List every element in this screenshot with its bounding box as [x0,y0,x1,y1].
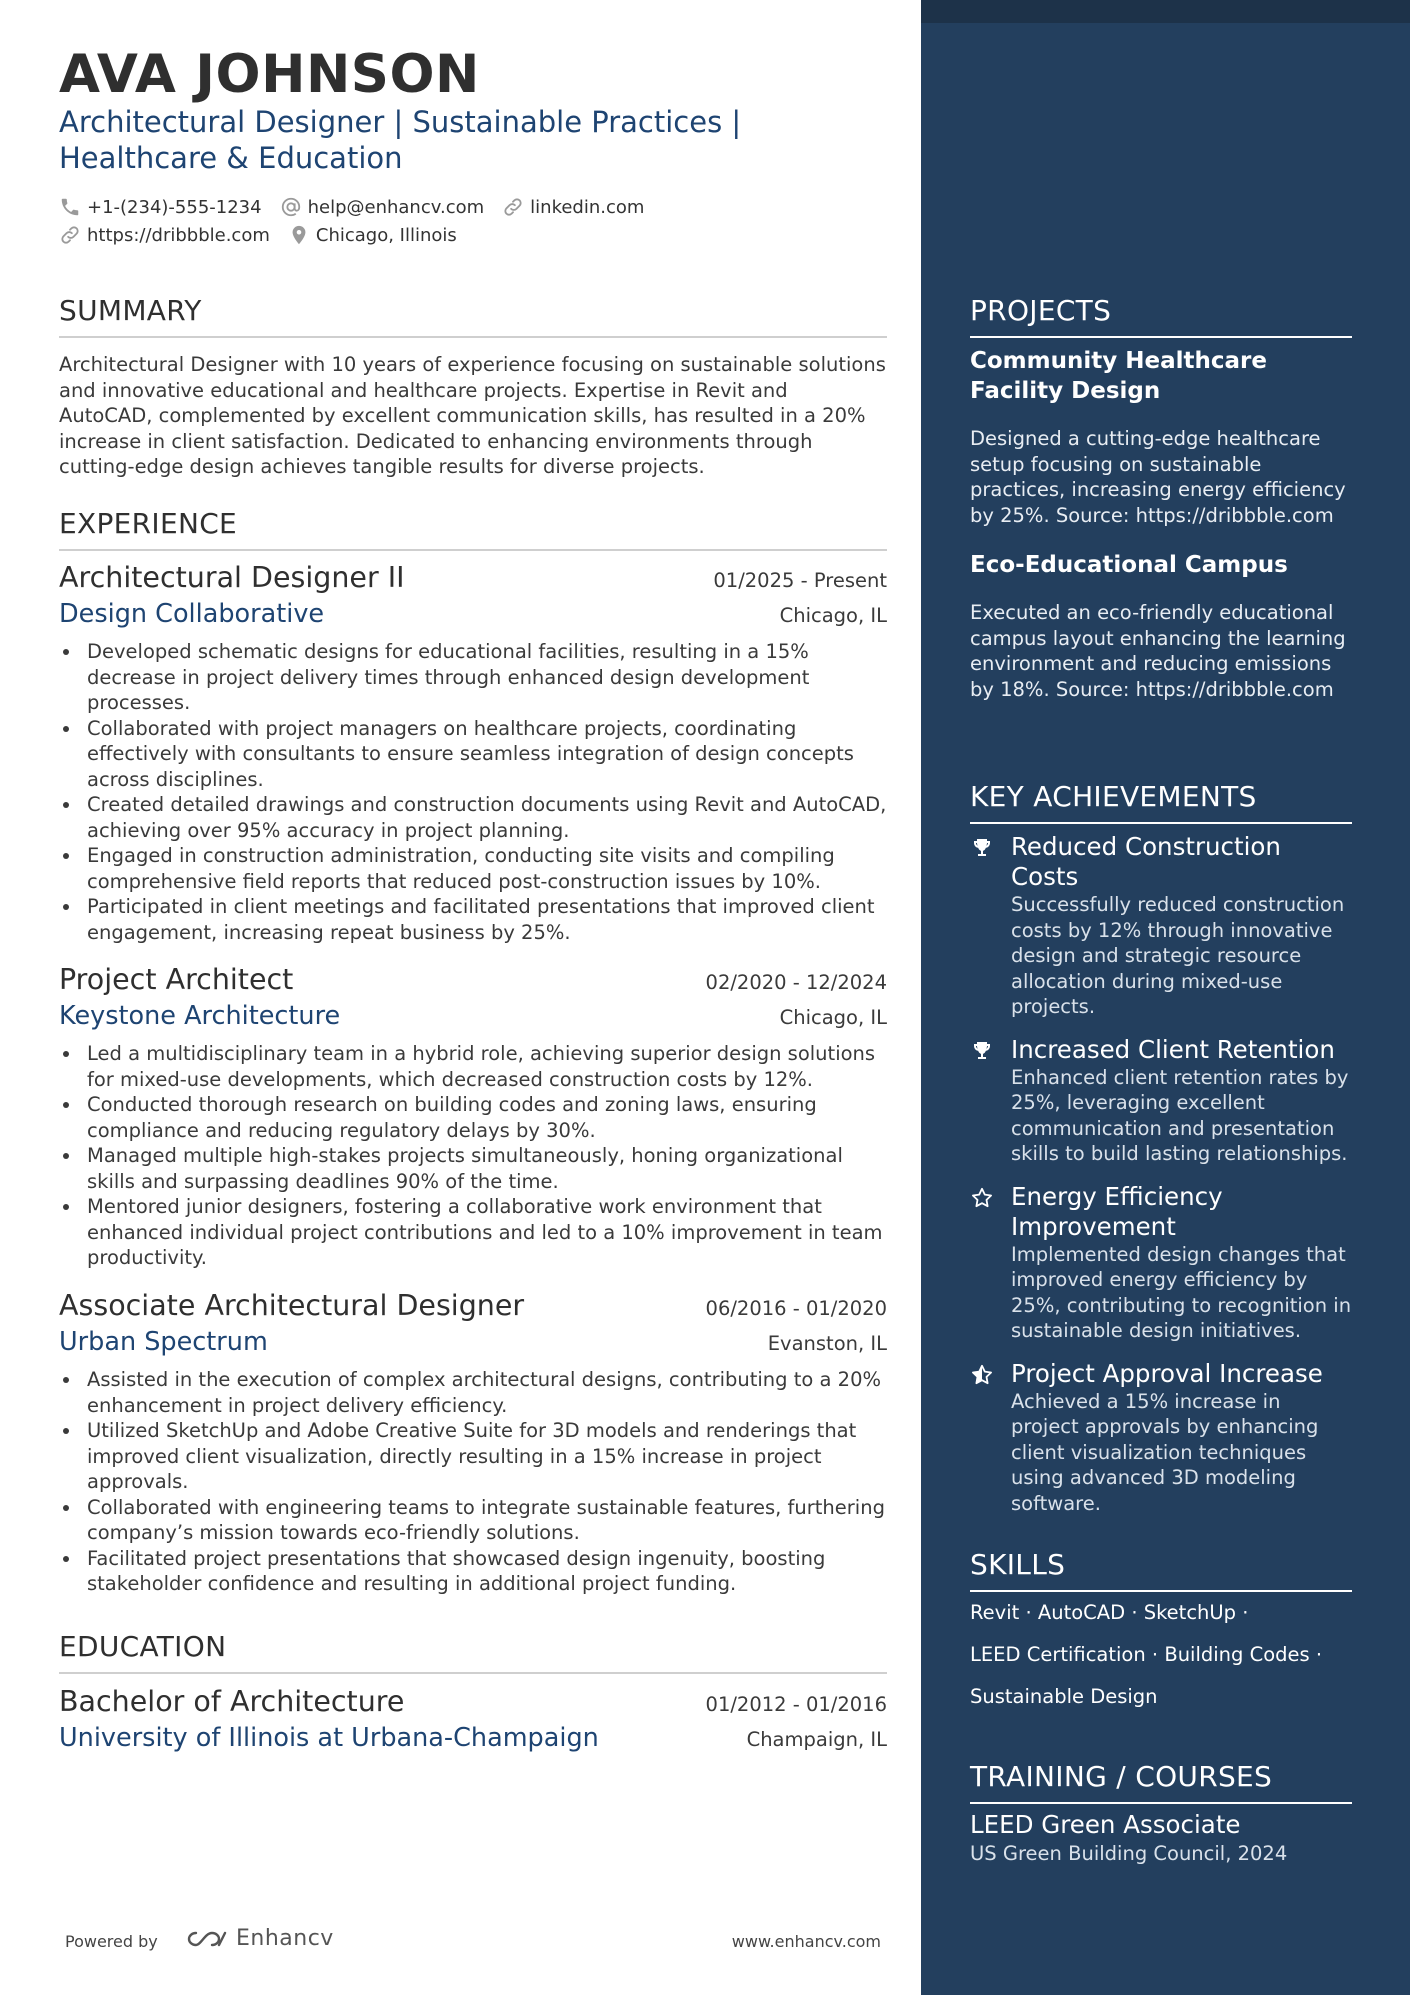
footer [59,1924,887,1964]
skills-list [970,1592,1352,1718]
achievements-section [970,780,1352,1516]
summary-text: Architectural Designer with 10 years of experience focusing on sustainable solutions and innovative educational and healthcare projects. Expertise in Revit and AutoCAD, complemented by excellent communication skills, has resulted in a 20% increase in client satisfaction. Dedicated to enhancing environments through cutting-edge design achieves tangible results for diverse projects. [59,353,886,478]
powered-by-label: Powered by [65,1932,158,1951]
brand-name: Enhancv [236,1926,334,1951]
phone-text: +1-(234)-555-1234 [87,196,262,218]
job-title: Architectural Designer II [59,561,405,594]
project-title: Community Healthcare Facility Design [970,348,1267,404]
training-section [970,1760,1352,1868]
bullet-item: Collaborated with project managers on healthcare projects, coordinating effectively with consultants to ensure seamless integration of design concepts across disciplines. [87,716,887,793]
achievement-item [970,1359,1352,1517]
bullet-item: Participated in client meetings and facilitated presentations that improved client engagement, increasing repeat business by 25%. [87,894,887,945]
link-icon [502,196,524,218]
skills-line: Revit · AutoCAD · SketchUp · [970,1601,1249,1624]
link-icon [59,224,81,246]
headline-line-1: Architectural Designer | Sustainable Practices | [59,105,742,139]
projects-section [970,294,1352,702]
achievement-description: Implemented design changes that improved energy efficiency by 25%, contributing to recognition in sustainable design initiatives. [1011,1242,1352,1342]
job-dates: 01/2025 - Present [713,569,887,592]
job-dates: 06/2016 - 01/2020 [705,1297,887,1320]
sidebar [921,0,1410,1995]
candidate-name: AVA JOHNSON [59,44,480,105]
education-dates: 01/2012 - 01/2016 [705,1693,887,1716]
linkedin-text: linkedin.com [530,196,645,218]
experience-heading: EXPERIENCE [59,507,887,551]
email-text: help@enhancv.com [307,196,485,218]
projects-heading: PROJECTS [970,294,1352,338]
bullet-item: Assisted in the execution of complex architectural designs, contributing to a 20% enhancement in project delivery efficiency. [87,1367,887,1418]
bullet-item: Led a multidisciplinary team in a hybrid role, achieving superior design solutions for mixed-use developments, which decreased construction costs by 12%. [87,1041,887,1092]
degree: Bachelor of Architecture [59,1685,405,1718]
job-location: Chicago, IL [779,604,887,627]
achievement-description: Successfully reduced construction costs by 12% through innovative design and strategic resource allocation during mixed-use projects. [1011,893,1345,1018]
bullet-item: Managed multiple high-stakes projects simultaneously, honing organizational skills and surpassing deadlines 90% of the time. [87,1143,887,1194]
sidebar-top-band [921,0,1410,23]
enhancv-logo[interactable] [184,1926,334,1951]
bullet-item: Engaged in construction administration, conducting site visits and compiling comprehensive field reports that reduced post-construction issues by 10%. [87,843,887,894]
summary-heading: SUMMARY [59,294,887,338]
project-description: Executed an eco-friendly educational campus layout enhancing the learning environment and reducing emissions by 18%. Source: https://dribbble.com [970,601,1346,701]
trophy-icon [970,836,994,860]
job-location: Evanston, IL [767,1332,887,1355]
course-organization: US Green Building Council, 2024 [970,1842,1288,1865]
achievement-description: Enhanced client retention rates by 25%, leveraging excellent communication and presentation skills to build lasting relationships. [1011,1065,1349,1165]
job-title: Associate Architectural Designer [59,1289,525,1322]
course-title: LEED Green Associate [970,1810,1241,1839]
achievement-item [970,1182,1352,1344]
skills-section [970,1548,1352,1718]
contact-email[interactable] [280,196,485,218]
bullet-item: Utilized SketchUp and Adobe Creative Suite for 3D models and renderings that improved client visualization, directly resulting in a 15% increase in project approvals. [87,1418,887,1495]
phone-icon [59,196,81,218]
headline-line-2: Healthcare & Education [59,141,403,175]
project-title: Eco-Educational Campus [970,552,1288,578]
location-pin-icon [288,224,310,246]
job-dates: 02/2020 - 12/2024 [705,971,887,994]
education-entry [59,1685,887,1763]
job-bullets [59,639,887,945]
contact-phone[interactable] [59,196,262,218]
skills-line: LEED Certification · Building Codes · [970,1643,1323,1666]
bullet-item: Mentored junior designers, fostering a collaborative work environment that enhanced individual project contributions and led to a 10% improvement in team productivity. [87,1194,887,1271]
achievement-description: Achieved a 15% increase in project approvals by enhancing client visualization techniques using advanced 3D modeling software. [1011,1389,1319,1515]
trophy-icon [970,1039,994,1063]
job-company: Urban Spectrum [59,1327,268,1357]
job-entry [59,963,887,1271]
education-heading: EDUCATION [59,1630,887,1674]
achievement-title: Increased Client Retention [1011,1034,1335,1064]
bullet-item: Created detailed drawings and construction documents using Revit and AutoCAD, achieving over 95% accuracy in project planning. [87,793,887,842]
job-entry [59,561,887,945]
project-description: Designed a cutting-edge healthcare setup focusing on sustainable practices, increasing energy efficiency by 25%. Source: https://dribbble.com [970,427,1346,527]
skills-heading: SKILLS [970,1548,1352,1592]
achievement-title: Project Approval Increase [1011,1358,1323,1388]
job-title: Project Architect [59,963,294,996]
school: University of Illinois at Urbana-Champaign [59,1723,599,1753]
skills-line: Sustainable Design [970,1685,1158,1708]
job-bullets [59,1367,887,1597]
contact-location [288,224,457,246]
bullet-item: Developed schematic designs for educational facilities, resulting in a 15% decrease in project delivery times through enhanced design development processes. [87,639,887,716]
website-text: https://dribbble.com [87,224,270,246]
bullet-item: Collaborated with engineering teams to integrate sustainable features, furthering company’s mission towards eco-friendly solutions. [87,1495,887,1546]
star-outline-icon [970,1186,994,1210]
job-company: Design Collaborative [59,599,325,629]
job-entry [59,1289,887,1597]
achievement-title: Reduced Construction Costs [1011,832,1281,891]
at-icon [280,196,302,218]
contact-linkedin[interactable] [502,196,644,218]
location-text: Chicago, Illinois [315,224,457,246]
contact-website[interactable] [59,224,270,246]
achievements-heading: KEY ACHIEVEMENTS [970,780,1352,824]
job-location: Chicago, IL [779,1006,887,1029]
bullet-item: Conducted thorough research on building codes and zoning laws, ensuring compliance and reducing regulatory delays by 30%. [87,1092,887,1143]
footer-website[interactable]: www.enhancv.com [731,1932,881,1951]
achievement-item [970,832,1352,1020]
training-heading: TRAINING / COURSES [970,1760,1352,1804]
star-half-icon [970,1363,994,1387]
bullet-item: Facilitated project presentations that showcased design ingenuity, boosting stakeholder confidence and resulting in additional project funding. [87,1546,887,1597]
achievement-item [970,1035,1352,1167]
job-company: Keystone Architecture [59,1001,341,1031]
contact-info [59,193,887,249]
achievement-title: Energy Efficiency Improvement [1011,1181,1223,1241]
education-location: Champaign, IL [746,1728,887,1751]
headline [59,104,779,176]
infinity-logo-icon [184,1927,232,1951]
job-bullets [59,1041,887,1271]
